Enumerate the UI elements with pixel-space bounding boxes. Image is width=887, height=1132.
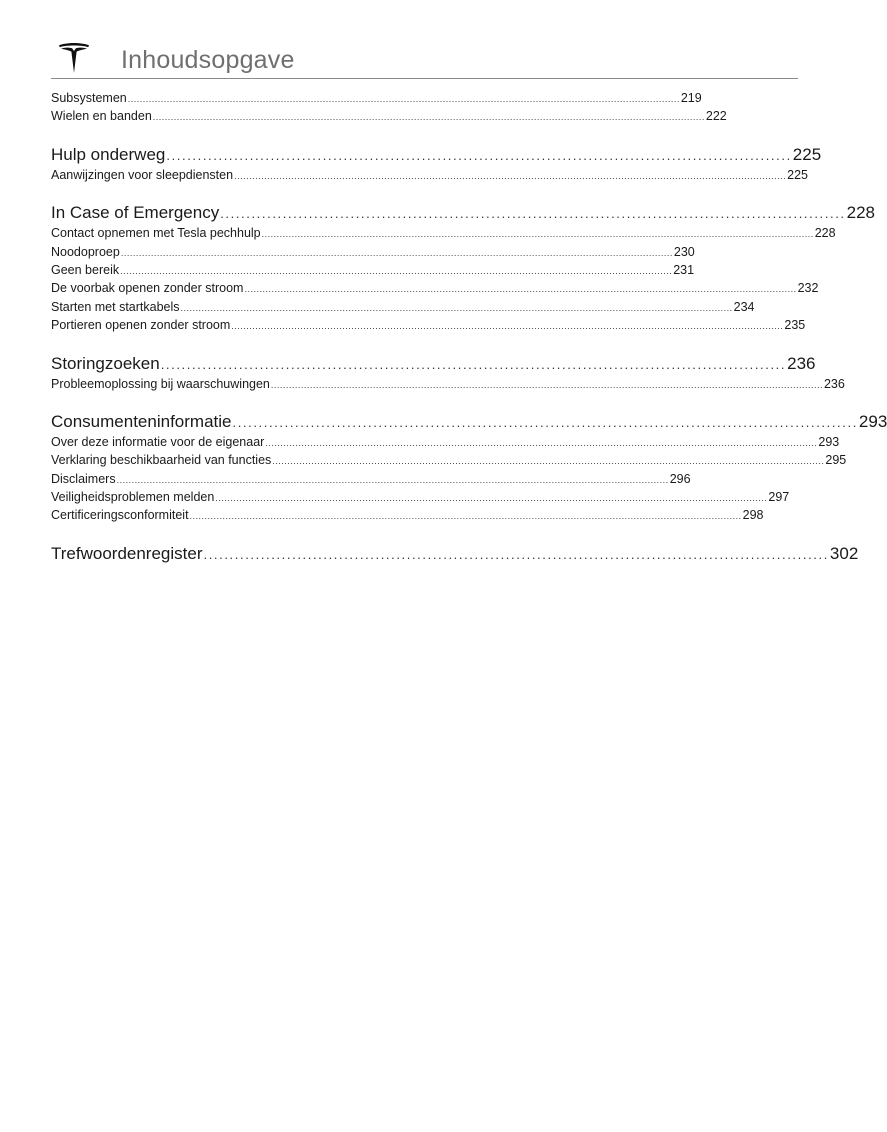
- dot-leader: ........................................................................................................................: [220, 206, 846, 222]
- toc-entry-wielen-en-banden[interactable]: [51, 107, 727, 125]
- dot-leader: ........................................................................................................................................................................................: [272, 456, 825, 467]
- dot-leader: ........................................................................................................................................................................................: [180, 302, 733, 313]
- dot-leader: ........................................................................................................................................................................................: [244, 284, 797, 295]
- toc-heading-in-case-of-emergency[interactable]: [51, 202, 875, 224]
- toc-heading-page: 302: [829, 543, 859, 563]
- dot-leader: ........................................................................................................................................................................................: [116, 474, 669, 485]
- toc-entry-noodoproep[interactable]: [51, 243, 695, 261]
- toc-section: [51, 543, 859, 565]
- toc-entry-label: Noodoproep: [51, 244, 120, 259]
- toc-entry-portieren-openen[interactable]: [51, 316, 806, 334]
- dot-leader: ........................................................................................................................................................................................: [270, 379, 823, 390]
- page-title: Inhoudsopgave: [121, 46, 295, 74]
- dot-leader: ........................................................................................................................................................................................: [120, 265, 673, 276]
- toc-section: [51, 202, 875, 334]
- toc-entry-label: Portieren openen zonder stroom: [51, 318, 231, 333]
- toc-heading-page: 225: [792, 144, 822, 164]
- toc-entry-starten-met-startkabels[interactable]: [51, 298, 755, 316]
- toc-entry-page: 235: [784, 318, 806, 333]
- toc-entry-page: 222: [705, 109, 727, 124]
- toc-entry-aanwijzingen-voor-sleepdiensten[interactable]: [51, 166, 809, 184]
- toc-entry-label: De voorbak openen zonder stroom: [51, 281, 244, 296]
- toc-entry-label: Certificeringsconformiteit: [51, 508, 189, 523]
- toc-entry-page: 219: [680, 91, 702, 105]
- toc-heading-page: 293: [858, 411, 887, 431]
- toc-entry-label: Starten met startkabels: [51, 299, 180, 314]
- toc-entry-label: Over deze informatie voor de eigenaar: [51, 434, 265, 449]
- toc-entry-verklaring-beschikbaarheid[interactable]: [51, 451, 847, 469]
- dot-leader: ........................................................................................................................................................................................: [152, 112, 705, 123]
- toc-heading-label: Consumenteninformatie: [51, 411, 232, 431]
- dot-leader: ........................................................................................................................................................................................: [265, 437, 818, 448]
- toc-entry-label: Geen bereik: [51, 262, 120, 277]
- toc-entry-page: 231: [673, 262, 695, 277]
- dot-leader: ........................................................................................................................: [166, 147, 792, 163]
- toc-heading-page: 228: [846, 203, 875, 223]
- dot-leader: ........................................................................................................................................................................................: [189, 511, 742, 522]
- toc-entry-page: 298: [742, 508, 764, 523]
- toc-entry-label: Veiligheidsproblemen melden: [51, 490, 215, 505]
- toc-entry-label: Contact opnemen met Tesla pechhulp: [51, 226, 261, 241]
- toc-entry-disclaimers[interactable]: [51, 470, 691, 488]
- dot-leader: ........................................................................................................................: [203, 546, 829, 562]
- toc-section: [51, 411, 887, 525]
- toc-entry-page: 225: [787, 167, 809, 182]
- dot-leader: ........................................................................................................................................................................................: [261, 229, 814, 240]
- toc-entry-label: Probleemoplossing bij waarschuwingen: [51, 376, 270, 391]
- dot-leader: ........................................................................................................................................................................................: [234, 170, 787, 181]
- page-header: [51, 36, 798, 79]
- toc-entry-label: Aanwijzingen voor sleepdiensten: [51, 167, 234, 182]
- table-of-contents: [51, 89, 887, 583]
- toc-heading-label: Storingzoeken: [51, 353, 160, 373]
- toc-entry-veiligheidsproblemen-melden[interactable]: [51, 488, 790, 506]
- toc-heading-consumenteninformatie[interactable]: [51, 411, 887, 433]
- dot-leader: ........................................................................................................................................................................................: [231, 321, 784, 332]
- toc-section: [51, 89, 727, 126]
- toc-entry-page: 295: [825, 453, 847, 468]
- toc-entry-page: 293: [818, 434, 840, 449]
- toc-entry-geen-bereik[interactable]: [51, 261, 695, 279]
- toc-entry-label: Verklaring beschikbaarheid van functies: [51, 453, 272, 468]
- toc-entry-page: 230: [673, 244, 695, 259]
- toc-entry-page: 296: [669, 471, 691, 486]
- toc-entry-page: 236: [823, 376, 845, 391]
- dot-leader: ........................................................................................................................................................................................: [120, 247, 673, 258]
- toc-entry-page: 234: [733, 299, 755, 314]
- toc-entry-page: 297: [768, 490, 790, 505]
- toc-entry-label: Subsystemen: [51, 91, 127, 105]
- toc-heading-page: 236: [787, 353, 816, 373]
- toc-entry-certificeringsconformiteit[interactable]: [51, 506, 764, 524]
- dot-leader: ........................................................................................................................: [160, 356, 787, 372]
- toc-heading-hulp-onderweg[interactable]: [51, 144, 822, 166]
- toc-heading-trefwoordenregister[interactable]: [51, 543, 859, 565]
- toc-entry-contact-opnemen[interactable]: [51, 224, 836, 242]
- toc-section: [51, 353, 845, 393]
- toc-entry-over-deze-informatie[interactable]: [51, 433, 840, 451]
- toc-heading-label: Hulp onderweg: [51, 144, 166, 164]
- toc-section: [51, 144, 822, 184]
- toc-entry-page: 232: [797, 281, 819, 296]
- dot-leader: ........................................................................................................................: [232, 414, 858, 430]
- dot-leader: ........................................................................................................................................................................................: [127, 94, 680, 104]
- toc-heading-storingzoeken[interactable]: [51, 353, 816, 375]
- toc-heading-label: In Case of Emergency: [51, 203, 220, 223]
- dot-leader: ........................................................................................................................................................................................: [215, 493, 768, 504]
- toc-entry-probleemoplossing[interactable]: [51, 375, 845, 393]
- tesla-logo-icon: [57, 40, 91, 74]
- toc-entry-label: Wielen en banden: [51, 109, 152, 124]
- toc-entry-voorbak-openen[interactable]: [51, 279, 819, 297]
- toc-entry-subsystemen[interactable]: [51, 89, 702, 107]
- toc-entry-label: Disclaimers: [51, 471, 116, 486]
- toc-heading-label: Trefwoordenregister: [51, 543, 203, 563]
- toc-entry-page: 228: [814, 226, 836, 241]
